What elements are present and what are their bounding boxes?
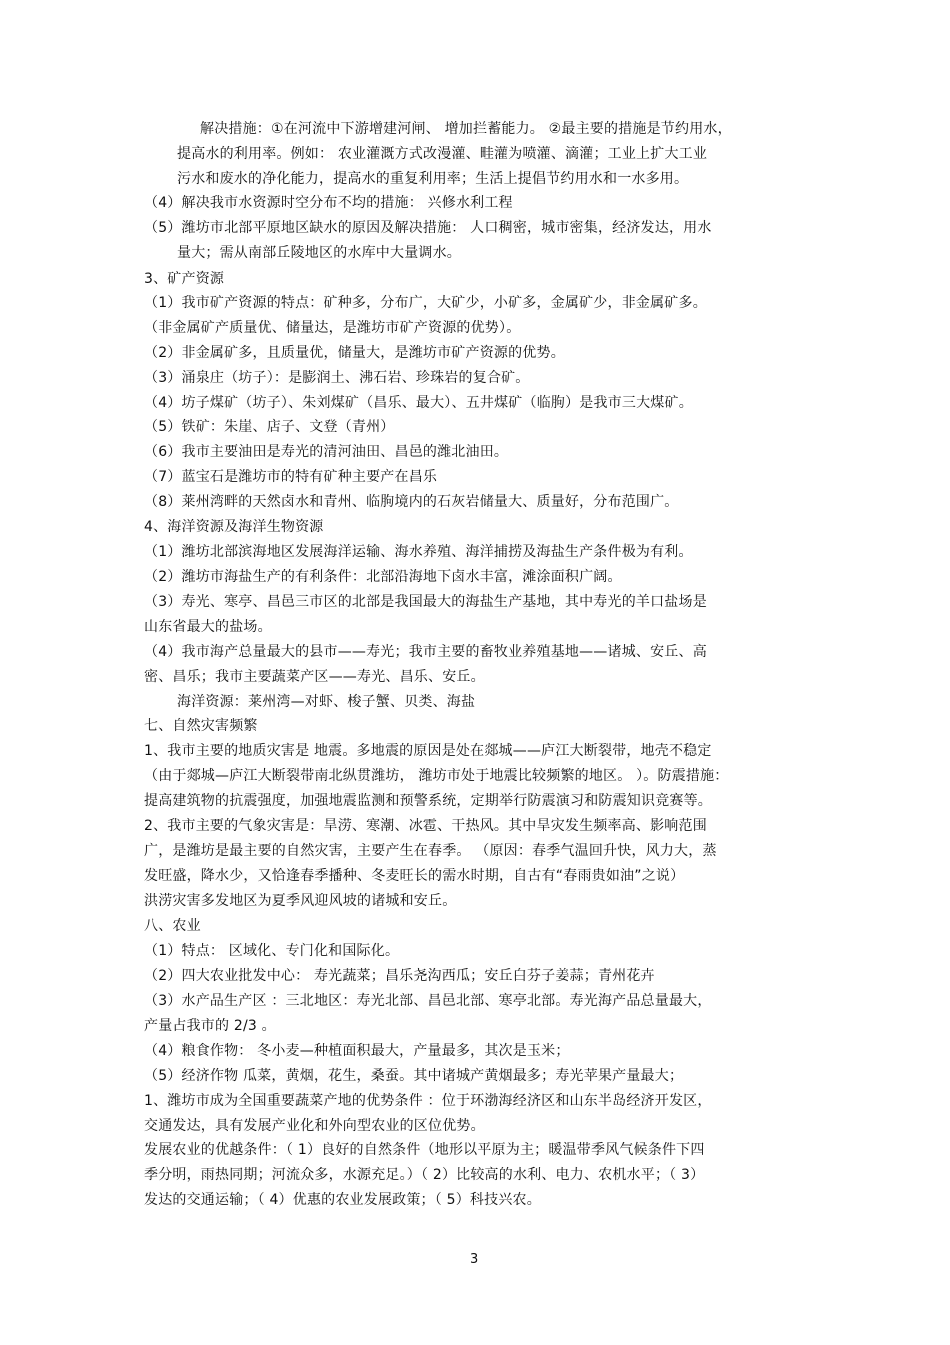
page-number: 3 [470, 1252, 479, 1267]
text-line: 1、潍坊市成为全国重要蔬菜产地的优势条件 ：位于环渤海经济区和山东半岛经济开发区， [144, 1093, 712, 1109]
text-line: （5）经济作物 瓜菜，黄烟，花生，桑蚕。其中诸城产黄烟最多；寿光苹果产量最大； [144, 1068, 684, 1084]
text-line: 提高建筑物的抗震强度，加强地震监测和预警系统，定期举行防震演习和防震知识竞赛等。 [144, 793, 712, 809]
text-line: （4）粮食作物： 冬小麦—种植面积最大，产量最多，其次是玉米； [144, 1043, 570, 1059]
text-line: 发展农业的优越条件：（ 1）良好的自然条件（地形以平原为主；暖温带季风气候条件下四 [144, 1142, 705, 1158]
text-line: （5）铁矿：朱崖、店子、文登（青州） [144, 419, 395, 435]
text-line: 解决措施：①在河流中下游增建河闸、 增加拦蓄能力。 ②最主要的措施是节约用水， [200, 121, 732, 137]
text-line: 产量占我市的 2/3 。 [144, 1018, 276, 1034]
text-line: （3）寿光、寒亭、昌邑三市区的北部是我国最大的海盐生产基地，其中寿光的羊口盐场是 [144, 594, 707, 610]
section-heading: 4、海洋资源及海洋生物资源 [144, 519, 324, 535]
text-line: 1、我市主要的地质灾害是 地震。多地震的原因是处在郯城——庐江大断裂带，地壳不稳定 [144, 743, 712, 759]
text-line: （4）我市海产总量最大的县市——寿光；我市主要的畜牧业养殖基地——诸城、安丘、高 [144, 644, 707, 660]
text-line: 量大；需从南部丘陵地区的水库中大量调水。 [177, 245, 461, 261]
text-line: （4）解决我市水资源时空分布不均的措施： 兴修水利工程 [144, 195, 513, 211]
text-line: 发达的交通运输；（ 4）优惠的农业发展政策；（ 5）科技兴农。 [144, 1192, 541, 1208]
text-line: （1）特点： 区域化、专门化和国际化。 [144, 943, 400, 959]
text-line: 山东省最大的盐场。 [144, 619, 272, 635]
text-line: 密、昌乐；我市主要蔬菜产区——寿光、昌乐、安丘。 [144, 669, 485, 685]
text-line: （由于郯城—庐江大断裂带南北纵贯潍坊， 潍坊市处于地震比较频繁的地区。 ）。防震措施： [144, 768, 729, 784]
text-line: （4）坊子煤矿（坊子）、朱刘煤矿（昌乐、最大）、五井煤矿（临朐）是我市三大煤矿。 [144, 395, 693, 411]
text-line: （非金属矿产质量优、储量达，是潍坊市矿产资源的优势）。 [144, 320, 521, 336]
text-line: （2）非金属矿多，且质量优，储量大，是潍坊市矿产资源的优势。 [144, 345, 565, 361]
text-line: 提高水的利用率。例如： 农业灌溉方式改漫灌、畦灌为喷灌、滴灌；工业上扩大工业 [177, 146, 708, 162]
text-line: 广，是潍坊是最主要的自然灾害，主要产生在春季。 （原因：春季气温回升快，风力大，蒸 [144, 843, 717, 859]
text-line: （2）四大农业批发中心： 寿光蔬菜；昌乐尧沟西瓜；安丘白芬子姜蒜；青州花卉 [144, 968, 655, 984]
section-heading: 七、自然灾害频繁 [144, 718, 258, 734]
text-line: （6）我市主要油田是寿光的清河油田、昌邑的潍北油田。 [144, 444, 509, 460]
text-line: （8）莱州湾畔的天然卤水和青州、临朐境内的石灰岩储量大、质量好，分布范围广。 [144, 494, 679, 510]
text-line: （1）潍坊北部滨海地区发展海洋运输、海水养殖、海洋捕捞及海盐生产条件极为有利。 [144, 544, 693, 560]
text-line: （3）涌泉庄（坊子）：是膨润土、沸石岩、珍珠岩的复合矿。 [144, 370, 530, 386]
text-line: 交通发达，具有发展产业化和外向型农业的区位优势。 [144, 1118, 485, 1134]
text-line: 污水和废水的净化能力，提高水的重复利用率；生活上提倡节约用水和一水多用。 [177, 171, 689, 187]
text-line: 发旺盛，降水少，又恰逢春季播种、冬麦旺长的需水时期，自古有“春雨贵如油”之说） [144, 868, 685, 884]
text-line: 洪涝灾害多发地区为夏季风迎风坡的诸城和安丘。 [144, 893, 457, 909]
text-line: （2）潍坊市海盐生产的有利条件：北部沿海地下卤水丰富，滩涂面积广阔。 [144, 569, 622, 585]
section-heading: 八、农业 [144, 918, 201, 934]
text-line: 2、我市主要的气象灾害是：旱涝、寒潮、冰雹、干热风。其中旱灾发生频率高、影响范围 [144, 818, 707, 834]
text-line: （7）蓝宝石是潍坊市的特有矿种主要产在昌乐 [144, 469, 438, 485]
text-line: （5）潍坊市北部平原地区缺水的原因及解决措施： 人口稠密，城市密集，经济发达，用水 [144, 220, 712, 236]
text-line: 海洋资源：莱州湾—对虾、梭子蟹、贝类、海盐 [177, 694, 476, 710]
text-line: （3）水产品生产区 ：三北地区：寿光北部、昌邑北部、寒亭北部。寿光海产品总量最大， [144, 993, 712, 1009]
text-line: （1）我市矿产资源的特点：矿种多，分布广，大矿少，小矿多，金属矿少，非金属矿多。 [144, 295, 707, 311]
text-line: 季分明，雨热同期；河流众多，水源充足。）（ 2）比较高的水利、电力、农机水平；（ 3） [144, 1167, 705, 1183]
section-heading: 3、矿产资源 [144, 271, 225, 287]
